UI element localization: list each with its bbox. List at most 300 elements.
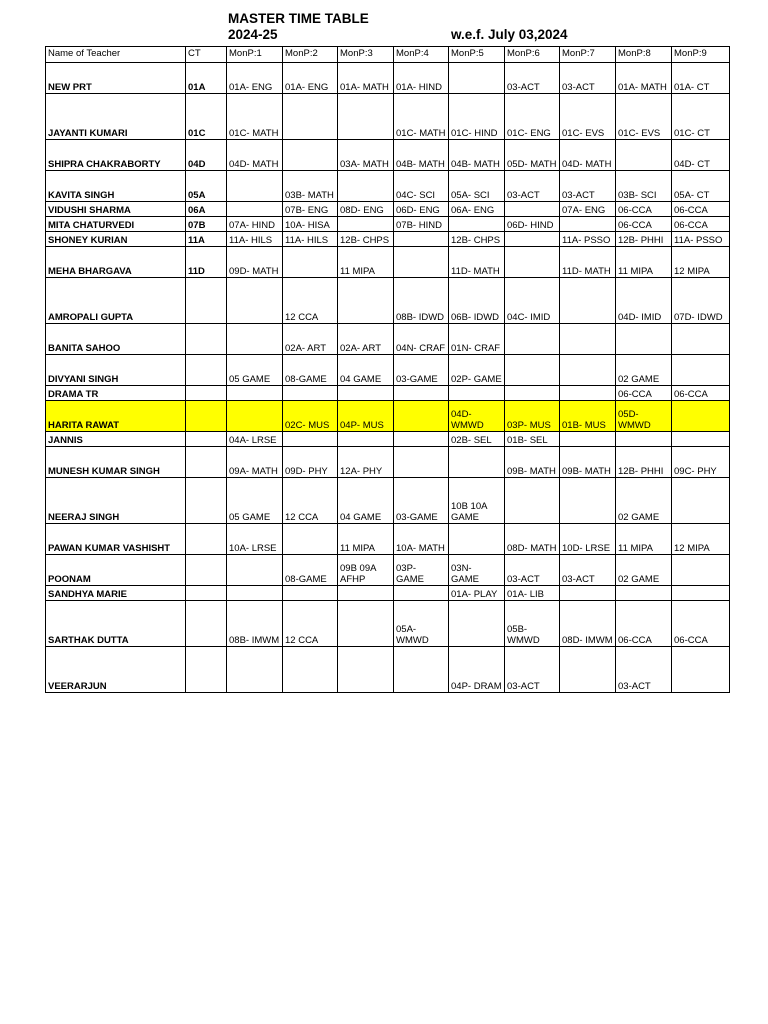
period-cell [505,586,560,601]
period-cell [449,202,505,217]
period-text: 09A- MATH [229,465,278,477]
period-text: 12B- PHHI [618,465,664,477]
period-text: 03P- GAME [396,563,424,585]
period-cell [505,601,560,647]
period-cell [227,447,283,478]
period-text: 01A- ENG [285,81,329,93]
period-cell [227,140,283,171]
period-text: 06B- IDWD [451,311,500,323]
period-text: 02 GAME [618,511,660,523]
period-text: 11D- MATH [562,265,611,277]
class-teacher-code [186,432,227,447]
period-text: 11 MIPA [340,265,376,277]
period-text: 08B- IDWD [396,311,445,323]
table-row [46,386,730,401]
period-text: 12B- CHPS [340,234,390,246]
period-cell [672,324,730,355]
period-cell [227,601,283,647]
period-cell [338,232,394,247]
table-row [46,324,730,355]
period-text: 01N- CRAF [451,342,501,354]
period-text: 05B- WMWD [507,624,540,646]
period-text: 02C- MUS [285,419,330,431]
period-cell [283,447,338,478]
period-cell [560,324,616,355]
period-text: 01A- HIND [396,81,442,93]
period-text: 11A- HILS [285,234,329,246]
period-cell [283,386,338,401]
period-cell [560,217,616,232]
period-cell [394,647,449,693]
class-teacher-code: 05A [186,171,227,202]
period-cell [338,386,394,401]
teacher-name: NEERAJ SINGH [46,478,186,524]
period-cell [283,171,338,202]
period-cell [616,355,672,386]
period-text: 10A- MATH [396,542,445,554]
table-row [46,232,730,247]
period-cell [338,555,394,586]
period-cell [394,232,449,247]
period-text: 03-ACT [507,81,540,93]
table-row [46,140,730,171]
period-cell [227,171,283,202]
period-text: 01C- MATH [229,127,279,139]
period-cell [283,247,338,278]
class-teacher-code: 11D [186,247,227,278]
period-text: 08B- IMWM [229,634,280,646]
table-row [46,202,730,217]
period-text: 04P- DRAM [451,680,502,692]
teacher-name: VEERARJUN [46,647,186,693]
period-cell [449,140,505,171]
class-teacher-code: 01C [186,94,227,140]
period-cell [505,555,560,586]
period-text: 03-ACT [507,573,540,585]
period-cell [672,171,730,202]
period-text: 03A- MATH [340,158,389,170]
period-text: 03-GAME [396,373,438,385]
period-cell [338,478,394,524]
period-text: 10D- LRSE [562,542,611,554]
period-text: 10B 10A GAME [451,501,487,523]
period-cell [394,324,449,355]
table-row [46,478,730,524]
period-text: 12B- CHPS [451,234,501,246]
period-cell [505,386,560,401]
period-cell [283,478,338,524]
period-cell [227,432,283,447]
period-cell [338,401,394,432]
period-cell [560,601,616,647]
period-text: 07B- HIND [396,219,442,231]
period-cell [449,171,505,202]
period-cell [283,432,338,447]
class-teacher-code: 07B [186,217,227,232]
period-cell [560,386,616,401]
period-cell [616,524,672,555]
period-text: 11 MIPA [618,542,654,554]
period-cell [283,278,338,324]
class-teacher-code [186,555,227,586]
period-text: 04C- IMID [507,311,551,323]
period-cell [394,447,449,478]
period-text: 01B- MUS [562,419,606,431]
period-cell [616,432,672,447]
period-cell [283,217,338,232]
period-cell [227,647,283,693]
period-cell [449,232,505,247]
period-text: 01A- LIB [507,588,544,600]
period-cell [616,401,672,432]
period-cell [505,247,560,278]
period-text: 05A- WMWD [396,624,429,646]
column-header: MonP:7 [560,47,616,63]
period-cell [283,586,338,601]
period-cell [616,478,672,524]
period-cell [616,171,672,202]
period-cell [394,586,449,601]
period-cell [394,524,449,555]
period-cell [616,232,672,247]
teacher-name: DRAMA TR [46,386,186,401]
period-text: 02A- ART [285,342,327,354]
period-cell [338,601,394,647]
period-text: 06-CCA [674,388,708,400]
period-text: 03N- GAME [451,563,479,585]
period-text: 12 MIPA [674,542,710,554]
period-cell [616,586,672,601]
period-text: 09C- PHY [674,465,717,477]
period-cell [560,555,616,586]
period-cell [394,401,449,432]
period-cell [283,324,338,355]
period-cell [505,324,560,355]
period-cell [394,278,449,324]
period-cell [505,202,560,217]
period-cell [394,217,449,232]
period-cell [394,355,449,386]
period-cell [394,247,449,278]
table-row [46,355,730,386]
period-text: 09B- MATH [507,465,556,477]
period-text: 04A- LRSE [229,434,277,446]
period-cell [672,202,730,217]
period-text: 04C- SCI [396,189,436,201]
period-cell [227,217,283,232]
period-cell [672,601,730,647]
column-header: MonP:4 [394,47,449,63]
period-cell [449,355,505,386]
period-text: 11D- MATH [451,265,500,277]
period-cell [505,94,560,140]
period-text: 05A- SCI [451,189,490,201]
period-cell [338,432,394,447]
period-cell [505,647,560,693]
period-cell [227,386,283,401]
period-text: 04 GAME [340,373,382,385]
period-cell [227,478,283,524]
teacher-name: AMROPALI GUPTA [46,278,186,324]
period-text: 04B- MATH [396,158,445,170]
period-text: 03P- MUS [507,419,551,431]
teacher-name: SHONEY KURIAN [46,232,186,247]
table-row [46,447,730,478]
period-cell [505,217,560,232]
class-teacher-code [186,401,227,432]
period-cell [283,601,338,647]
period-text: 06-CCA [618,219,652,231]
period-cell [505,447,560,478]
period-cell [560,432,616,447]
period-text: 08D- IMWM [562,634,613,646]
period-cell [505,171,560,202]
period-text: 08D- MATH [507,542,557,554]
period-text: 04N- CRAF [396,342,446,354]
period-text: 02 GAME [618,373,660,385]
period-text: 04D- MATH [229,158,279,170]
period-cell [672,232,730,247]
table-row [46,601,730,647]
period-cell [283,524,338,555]
period-cell [505,232,560,247]
period-cell [560,247,616,278]
period-cell [560,140,616,171]
period-cell [616,386,672,401]
period-text: 01C- CT [674,127,710,139]
period-cell [394,63,449,94]
teacher-name: BANITA SAHOO [46,324,186,355]
period-cell [394,386,449,401]
period-text: 12 CCA [285,634,319,646]
teacher-name: MUNESH KUMAR SINGH [46,447,186,478]
period-cell [338,94,394,140]
period-cell [449,324,505,355]
class-teacher-code [186,447,227,478]
period-cell [338,217,394,232]
period-cell [283,140,338,171]
period-text: 03-ACT [562,81,595,93]
period-cell [505,432,560,447]
period-cell [672,401,730,432]
column-header: Name of Teacher [46,47,186,63]
table-row [46,63,730,94]
period-text: 09D- PHY [285,465,328,477]
class-teacher-code [186,647,227,693]
period-cell [394,601,449,647]
period-text: 04P- MUS [340,419,384,431]
period-text: 12 MIPA [674,265,710,277]
period-text: 03B- MATH [285,189,334,201]
period-text: 01C- EVS [618,127,661,139]
period-cell [338,140,394,171]
period-text: 03-ACT [562,573,595,585]
class-teacher-code [186,324,227,355]
period-cell [227,278,283,324]
period-text: 06-CCA [618,204,652,216]
period-cell [338,63,394,94]
teacher-name: VIDUSHI SHARMA [46,202,186,217]
period-cell [560,355,616,386]
period-text: 01B- SEL [507,434,548,446]
column-header: MonP:8 [616,47,672,63]
period-cell [394,94,449,140]
period-cell [672,278,730,324]
period-cell [560,586,616,601]
class-teacher-code [186,478,227,524]
period-text: 04D- CT [674,158,710,170]
period-text: 05D- WMWD [618,409,651,431]
period-text: 08D- ENG [340,204,384,216]
period-cell [227,355,283,386]
period-cell [338,355,394,386]
class-teacher-code: 11A [186,232,227,247]
period-cell [283,555,338,586]
period-text: 01A- ENG [229,81,273,93]
table-row [46,524,730,555]
period-text: 01C- EVS [562,127,605,139]
column-header: MonP:5 [449,47,505,63]
period-text: 12A- PHY [340,465,383,477]
period-cell [560,278,616,324]
period-cell [283,63,338,94]
period-cell [560,232,616,247]
table-row [46,94,730,140]
period-cell [505,355,560,386]
period-cell [616,202,672,217]
class-teacher-code [186,355,227,386]
period-cell [283,401,338,432]
period-text: 08-GAME [285,573,327,585]
period-cell [672,94,730,140]
period-text: 01C- HIND [451,127,498,139]
period-cell [449,447,505,478]
period-cell [449,555,505,586]
period-cell [672,355,730,386]
period-cell [616,601,672,647]
period-text: 02B- SEL [451,434,492,446]
column-header: MonP:1 [227,47,283,63]
period-cell [560,478,616,524]
period-cell [672,140,730,171]
period-cell [616,247,672,278]
period-text: 12 CCA [285,311,319,323]
class-teacher-code [186,601,227,647]
period-text: 03-ACT [507,680,540,692]
period-text: 06A- ENG [451,204,495,216]
period-text: 04D- IMID [618,311,662,323]
period-text: 07A- HIND [229,219,275,231]
class-teacher-code [186,524,227,555]
period-cell [560,94,616,140]
session-year: 2024-25 [228,27,278,42]
class-teacher-code [186,586,227,601]
period-cell [449,63,505,94]
period-cell [449,217,505,232]
period-text: 03-GAME [396,511,438,523]
column-header: MonP:9 [672,47,730,63]
period-text: 09B- MATH [562,465,611,477]
period-text: 03-ACT [618,680,651,692]
period-cell [338,647,394,693]
period-cell [227,586,283,601]
teacher-name: PAWAN KUMAR VASHISHT [46,524,186,555]
table-row [46,401,730,432]
teacher-name: DIVYANI SINGH [46,355,186,386]
period-text: 02 GAME [618,573,660,585]
period-text: 06-CCA [674,219,708,231]
period-text: 05A- CT [674,189,710,201]
period-text: 06-CCA [618,388,652,400]
period-cell [338,171,394,202]
period-cell [338,586,394,601]
period-text: 01C- MATH [396,127,446,139]
period-cell [394,171,449,202]
teacher-name: MITA CHATURVEDI [46,217,186,232]
period-cell [560,202,616,217]
teacher-name: POONAM [46,555,186,586]
period-cell [283,202,338,217]
period-cell [560,447,616,478]
period-text: 03B- SCI [618,189,657,201]
teacher-name: SHIPRA CHAKRABORTY [46,140,186,171]
period-cell [449,278,505,324]
period-cell [338,524,394,555]
period-cell [672,586,730,601]
period-cell [505,401,560,432]
period-cell [672,478,730,524]
class-teacher-code [186,386,227,401]
teacher-name: HARITA RAWAT [46,401,186,432]
period-text: 06D- ENG [396,204,440,216]
period-cell [227,555,283,586]
period-text: 11A- HILS [229,234,273,246]
period-text: 08-GAME [285,373,327,385]
period-cell [227,324,283,355]
period-text: 11 MIPA [618,265,654,277]
period-cell [227,202,283,217]
period-cell [560,171,616,202]
period-text: 04D- MATH [562,158,612,170]
teacher-name: SANDHYA MARIE [46,586,186,601]
period-cell [283,647,338,693]
column-header: MonP:6 [505,47,560,63]
table-row [46,647,730,693]
period-cell [616,555,672,586]
period-text: 05 GAME [229,511,271,523]
class-teacher-code: 04D [186,140,227,171]
class-teacher-code: 01A [186,63,227,94]
period-text: 05D- MATH [507,158,557,170]
period-cell [449,524,505,555]
teacher-name: SARTHAK DUTTA [46,601,186,647]
period-cell [560,63,616,94]
period-cell [616,94,672,140]
period-cell [672,247,730,278]
period-text: 10A- LRSE [229,542,277,554]
period-cell [672,386,730,401]
period-text: 01C- ENG [507,127,551,139]
period-cell [227,232,283,247]
period-cell [394,202,449,217]
period-cell [394,140,449,171]
table-row [46,247,730,278]
period-cell [616,447,672,478]
teacher-name: KAVITA SINGH [46,171,186,202]
period-text: 12 CCA [285,511,319,523]
period-text: 07A- ENG [562,204,606,216]
period-cell [338,324,394,355]
